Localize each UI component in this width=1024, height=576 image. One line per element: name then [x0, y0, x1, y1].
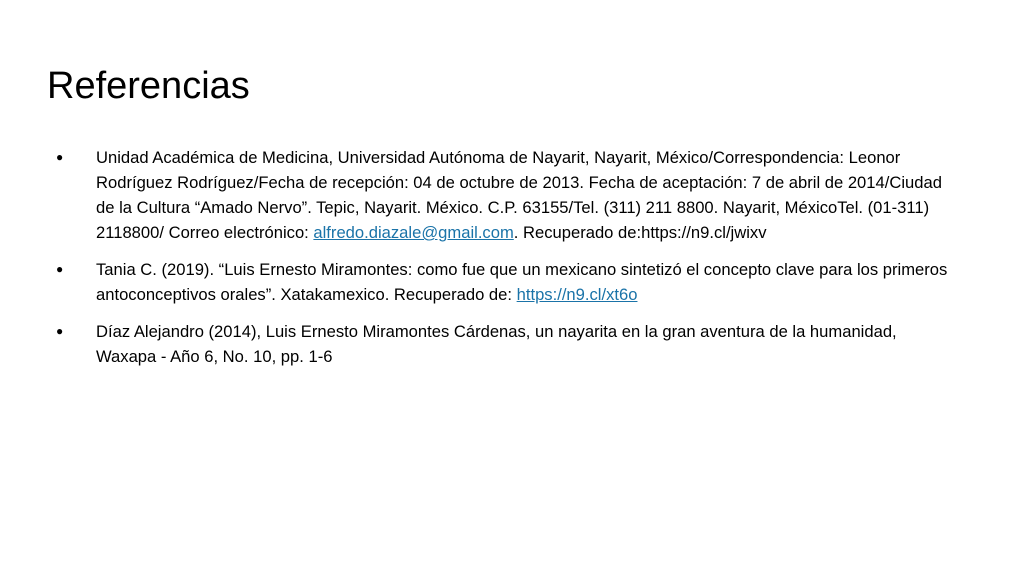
reference-item-2 [0, 257, 956, 307]
bullet-icon: ● [56, 150, 64, 164]
reference-item-3 [0, 319, 956, 369]
email-link[interactable]: alfredo.diazale@gmail.com [313, 223, 514, 242]
reference-text-tail: . Recuperado de:https://n9.cl/jwixv [513, 223, 767, 242]
bullet-icon: ● [56, 324, 64, 338]
reference-text: Díaz Alejandro (2014), Luis Ernesto Miramontes Cárdenas, un nayarita en la gran aventura de la humanidad, Waxapa - Año 6, No. 10, pp. 1-6 [96, 322, 897, 366]
reference-text: Tania C. (2019). “Luis Ernesto Miramontes: como fue que un mexicano sintetizó el concepto clave para los primeros antoconceptivos orales”. Xatakamexico. Recuperado de: [96, 260, 948, 304]
bullet-icon: ● [56, 262, 64, 276]
url-link[interactable]: https://n9.cl/xt6o [516, 285, 638, 304]
reference-item-1 [0, 145, 956, 245]
reference-list [0, 145, 1024, 381]
slide-title: Referencias [47, 65, 250, 107]
reference-text: Unidad Académica de Medicina, Universidad Autónoma de Nayarit, Nayarit, México/Correspondencia: Leonor Rodríguez Rodríguez/Fecha de recepción: 04 de octubre de 2013. Fecha de aceptación: 7 de abril de 2014/Ciudad de la Cultura “Amado Nervo”. Tepic, Nayarit. México. C.P. 63155/Tel. (311) 211 8800. Nayarit, MéxicoTel. (01-311) 2118800/ Correo electrónico: [96, 148, 942, 242]
